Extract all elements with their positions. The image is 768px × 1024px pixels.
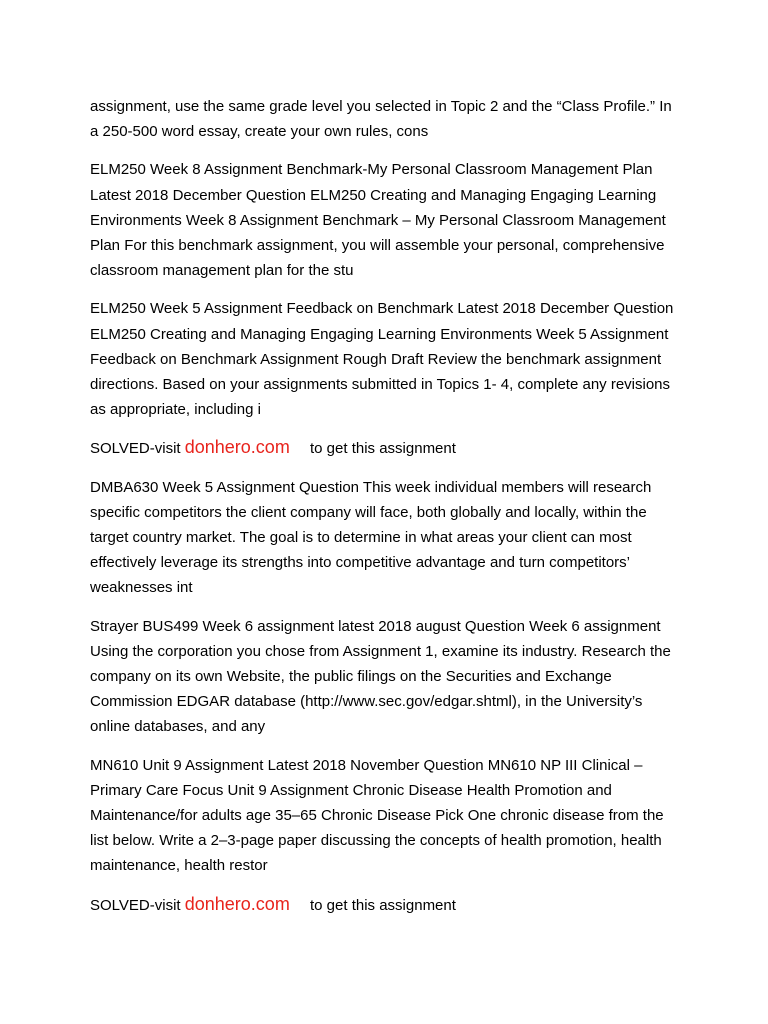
donhero-link[interactable]: donhero.com: [184, 437, 290, 458]
solved-suffix: to get this assignment: [310, 440, 456, 458]
paragraph-mn610: MN610 Unit 9 Assignment Latest 2018 November Question MN610 NP III Clinical – Primary Care Focus Unit 9 Assignment Chronic Disease Health Promotion and Maintenance/for adults age 35–65 Chronic Disease Pick One chronic disease from the list below. Write a 2–3-page paper discussing the concepts of health promotion, health maintenance, health restor: [90, 756, 664, 875]
paragraph-elm250-week5: ELM250 Week 5 Assignment Feedback on Benchmark Latest 2018 December Question ELM250 Creating and Managing Engaging Learning Environments Week 5 Assignment Feedback on Benchmark Assignment Rough Draft Review the benchmark assignment directions. Based on your assignments submitted in Topics 1- 4, complete any revisions as appropriate, including i: [90, 300, 674, 419]
solved-prefix: SOLVED-visit: [90, 896, 181, 914]
paragraph-dmba630: DMBA630 Week 5 Assignment Question This week individual members will research specific competitors the client company will face, both globally and locally, within the target country market. The goal is to determine in what areas your client can most effectively leverage its strengths into competitive advantage and turn competitors’ weaknesses int: [90, 478, 652, 597]
solved-line-2: [90, 892, 680, 918]
donhero-link[interactable]: donhero.com: [184, 893, 290, 914]
solved-suffix: to get this assignment: [310, 896, 456, 914]
paragraph-assignment-rules: assignment, use the same grade level you selected in Topic 2 and the “Class Profile.” In a 250-500 word essay, create your own rules, cons: [90, 98, 672, 141]
solved-prefix: SOLVED-visit: [90, 440, 181, 458]
paragraph-elm250-week8: ELM250 Week 8 Assignment Benchmark-My Personal Classroom Management Plan Latest 2018 December Question ELM250 Creating and Managing Engaging Learning Environments Week 8 Assignment Benchmark – My Personal Classroom Management Plan For this benchmark assignment, you will assemble your personal, comprehensive classroom management plan for the stu: [90, 161, 666, 280]
paragraph-bus499: Strayer BUS499 Week 6 assignment latest 2018 august Question Week 6 assignment Using the corporation you chose from Assignment 1, examine its industry. Research the company on its own Website, the public filings on the Securities and Exchange Commission EDGAR database (http://www.sec.gov/edgar.shtml), in the University’s online databases, and any: [90, 617, 671, 736]
document-page: [90, 94, 680, 931]
solved-line-1: [90, 435, 680, 461]
